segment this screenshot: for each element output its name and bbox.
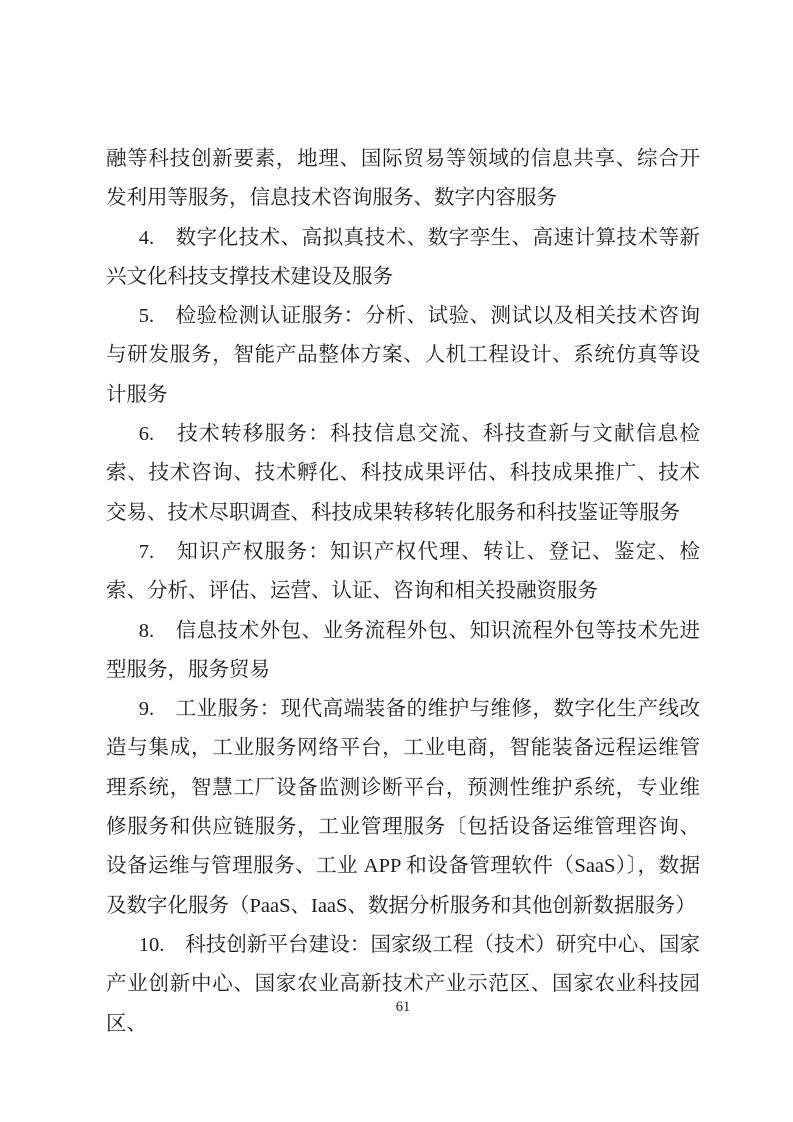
list-item-5: 5. 检验检测认证服务：分析、试验、测试以及相关技术咨询与研发服务，智能产品整体方案、人机工程设计、系统仿真等设计服务	[106, 305, 700, 406]
list-item-4: 4. 数字化技术、高拟真技术、数字孪生、高速计算技术等新兴文化科技支撑技术建设及服务	[106, 226, 700, 288]
paragraph-continuation: 融等科技创新要素，地理、国际贸易等领域的信息共享、综合开发利用等服务，信息技术咨询服务、数字内容服务	[106, 148, 700, 210]
page-number: 61	[395, 999, 411, 1015]
list-item-8: 8. 信息技术外包、业务流程外包、知识流程外包等技术先进型服务，服务贸易	[106, 619, 700, 681]
list-item-10: 10. 科技创新平台建设：国家级工程（技术）研究中心、国家产业创新中心、国家农业高新技术产业示范区、国家农业科技园区、	[106, 933, 700, 1035]
list-item-9: 9. 工业服务：现代高端装备的维护与维修，数字化生产线改造与集成，工业服务网络平台，工业电商，智能装备远程运维管理系统，智慧工厂设备监测诊断平台，预测性维护系统，专业维修服务和供应链服务，工业管理服务〔包括设备运维管理咨询、设备运维与管理服务、工业 APP 和设备管理软件（SaaS）〕，数据及数字化服务（PaaS、IaaS、数据分析服务和其他创新数据服务）	[106, 698, 700, 917]
page-body-text	[106, 140, 700, 1044]
list-item-6: 6. 技术转移服务：科技信息交流、科技查新与文献信息检索、技术咨询、技术孵化、科技成果评估、科技成果推广、技术交易、技术尽职调查、科技成果转移转化服务和科技鉴证等服务	[106, 423, 700, 524]
list-item-7: 7. 知识产权服务：知识产权代理、转让、登记、鉴定、检索、分析、评估、运营、认证、咨询和相关投融资服务	[106, 540, 700, 603]
